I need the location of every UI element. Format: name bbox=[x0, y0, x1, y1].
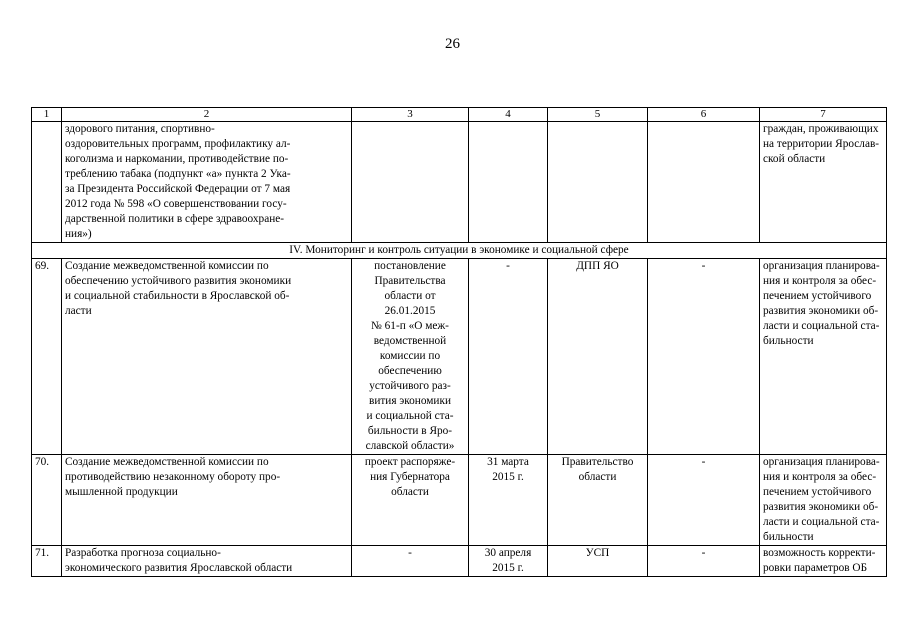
text-line: граждан, проживающих bbox=[763, 123, 879, 135]
table-row bbox=[32, 546, 887, 577]
column-header: 2 bbox=[62, 108, 352, 122]
text-line: - bbox=[701, 456, 706, 468]
text-line: противодействию незаконному обороту про- bbox=[65, 471, 281, 483]
cell-funding bbox=[648, 546, 760, 577]
cell-deadline bbox=[469, 455, 548, 546]
cell-responsible bbox=[548, 122, 648, 243]
cell-num bbox=[32, 122, 62, 243]
text-line: Правительство bbox=[561, 456, 634, 468]
cell-deadline bbox=[469, 259, 548, 455]
text-line: 2012 года № 598 «О совершенствовании госу- bbox=[65, 198, 287, 210]
text-line: вития экономики bbox=[368, 395, 451, 407]
text-line: 31 марта bbox=[487, 456, 529, 468]
text-line: за Президента Российской Федерации от 7 мая bbox=[65, 183, 291, 195]
text-line: - bbox=[701, 260, 706, 272]
cell-responsible bbox=[548, 455, 648, 546]
column-header: 5 bbox=[548, 108, 648, 122]
cell-name bbox=[62, 122, 352, 243]
text-line: и социальной ста- bbox=[366, 410, 454, 422]
text-line: Правительства bbox=[374, 275, 446, 287]
cell-result bbox=[760, 122, 887, 243]
text-line: здорового питания, спортивно- bbox=[65, 123, 215, 135]
text-line: печением устойчивого bbox=[763, 486, 872, 498]
cell-result bbox=[760, 546, 887, 577]
text-line: ведомственной bbox=[373, 335, 447, 347]
text-line: № 61-п «О меж- bbox=[371, 320, 449, 332]
text-line: бильности в Яро- bbox=[367, 425, 453, 437]
text-line: ния Губернатора bbox=[370, 471, 450, 483]
cell-responsible bbox=[548, 259, 648, 455]
cell-result bbox=[760, 259, 887, 455]
text-line: бильности bbox=[763, 531, 814, 543]
text-line: обеспечению устойчивого развития экономики bbox=[65, 275, 292, 287]
cell-num: 70. bbox=[32, 455, 62, 546]
text-line: Создание межведомственной комиссии по bbox=[65, 260, 269, 272]
text-line: ния») bbox=[65, 228, 92, 240]
cell-funding bbox=[648, 259, 760, 455]
cell-name bbox=[62, 546, 352, 577]
cell-funding bbox=[648, 455, 760, 546]
text-line: области от bbox=[384, 290, 436, 302]
text-line: ровки параметров ОБ bbox=[763, 562, 868, 574]
text-line: - bbox=[408, 547, 412, 559]
text-line: треблению табака (подпункт «а» пункта 2 Ука- bbox=[65, 168, 291, 180]
text-line: области bbox=[391, 486, 429, 498]
text-line: печением устойчивого bbox=[763, 290, 872, 302]
text-line: ния и контроля за обес- bbox=[763, 471, 877, 483]
continuation-row bbox=[32, 122, 887, 243]
text-line: постановление bbox=[374, 260, 446, 272]
text-line: организация планирова- bbox=[763, 260, 880, 272]
text-line: дарственной политики в сфере здравоохране- bbox=[65, 213, 285, 225]
cell-responsible bbox=[548, 546, 648, 577]
cell-result bbox=[760, 455, 887, 546]
text-line: возможность корректи- bbox=[763, 547, 876, 559]
text-line: Разработка прогноза социально- bbox=[65, 547, 221, 559]
text-line: бильности bbox=[763, 335, 814, 347]
cell-num: 69. bbox=[32, 259, 62, 455]
text-line: ласти и социальной ста- bbox=[763, 320, 880, 332]
text-line: мышленной продукции bbox=[65, 486, 178, 498]
text-line: ния и контроля за обес- bbox=[763, 275, 877, 287]
table-body bbox=[32, 259, 887, 577]
text-line: 26.01.2015 bbox=[384, 305, 436, 317]
cell-document bbox=[352, 455, 469, 546]
text-line: развития экономики об- bbox=[763, 501, 879, 513]
column-header: 3 bbox=[352, 108, 469, 122]
text-line: устойчивого раз- bbox=[369, 380, 451, 392]
cell-document bbox=[352, 259, 469, 455]
cell-funding bbox=[648, 122, 760, 243]
table-row bbox=[32, 259, 887, 455]
text-line: Создание межведомственной комиссии по bbox=[65, 456, 269, 468]
text-line: УСП bbox=[585, 547, 610, 559]
text-line: 2015 г. bbox=[492, 471, 524, 483]
text-line: организация планирова- bbox=[763, 456, 880, 468]
cell-deadline bbox=[469, 546, 548, 577]
text-line: 2015 г. bbox=[492, 562, 524, 574]
text-line: ской области bbox=[763, 153, 826, 165]
text-line: на территории Ярослав- bbox=[763, 138, 880, 150]
text-line: обеспечению bbox=[378, 365, 442, 377]
column-number-row bbox=[32, 108, 887, 122]
text-line: и социальной стабильности в Ярославской об- bbox=[65, 290, 290, 302]
column-header: 1 bbox=[32, 108, 62, 122]
text-line: экономического развития Ярославской области bbox=[65, 562, 293, 574]
page-number: 26 bbox=[445, 36, 460, 52]
text-line: ДПП ЯО bbox=[576, 260, 619, 272]
cell-name bbox=[62, 259, 352, 455]
column-header: 6 bbox=[648, 108, 760, 122]
measures-table bbox=[31, 107, 887, 577]
text-line: коголизма и наркомании, противодействие по- bbox=[65, 153, 289, 165]
text-line: - bbox=[701, 547, 706, 559]
text-line: проект распоряже- bbox=[364, 456, 456, 468]
text-line: оздоровительных программ, профилактику ал- bbox=[65, 138, 291, 150]
cell-document bbox=[352, 122, 469, 243]
text-line: - bbox=[506, 260, 510, 272]
cell-document bbox=[352, 546, 469, 577]
text-line: 30 апреля bbox=[484, 547, 532, 559]
text-line: ласти и социальной ста- bbox=[763, 516, 880, 528]
table-row bbox=[32, 455, 887, 546]
column-header: 4 bbox=[469, 108, 548, 122]
cell-num: 71. bbox=[32, 546, 62, 577]
text-line: комиссии по bbox=[379, 350, 441, 362]
text-line: области bbox=[578, 471, 617, 483]
cell-deadline bbox=[469, 122, 548, 243]
section-heading: IV. Мониторинг и контроль ситуации в экономике и социальной сфере bbox=[32, 243, 887, 259]
section-row bbox=[32, 243, 887, 259]
text-line: развития экономики об- bbox=[763, 305, 879, 317]
text-line: ласти bbox=[65, 305, 92, 317]
text-line: славской области» bbox=[365, 440, 455, 452]
cell-name bbox=[62, 455, 352, 546]
column-header: 7 bbox=[760, 108, 887, 122]
